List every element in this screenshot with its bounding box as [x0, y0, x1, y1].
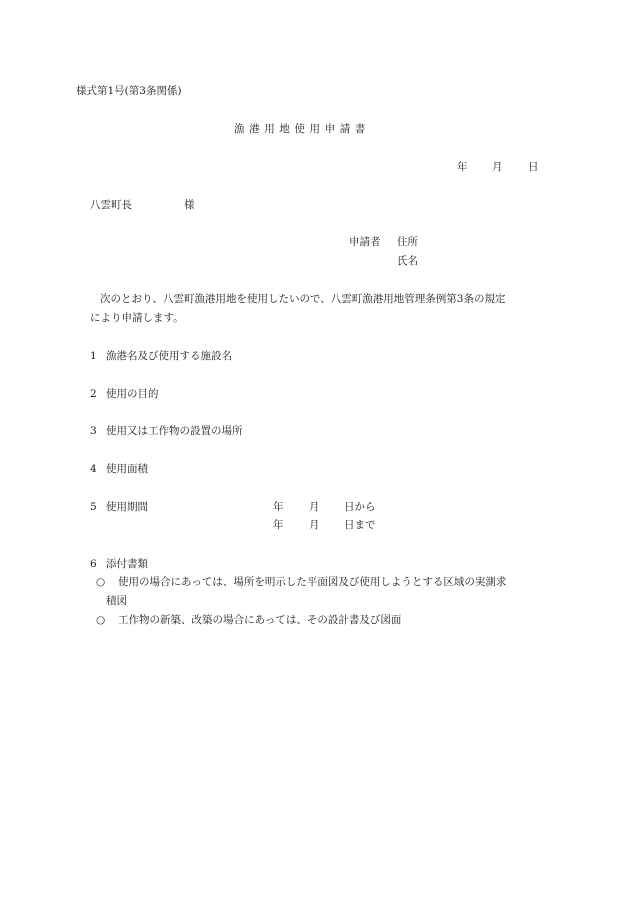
date-month-label: 月	[492, 161, 503, 173]
period-to-month: 月	[309, 519, 320, 531]
item-number: 5	[90, 501, 97, 513]
item-number: 4	[90, 463, 97, 475]
date-day-label: 日	[528, 161, 539, 173]
addressee-honorific: 様	[184, 199, 195, 211]
item-number: 2	[90, 388, 97, 400]
bullet-icon: ○	[96, 614, 106, 626]
item-text: 使用の目的	[106, 388, 159, 400]
bullet-icon: ○	[96, 576, 106, 588]
period-from-month: 月	[309, 501, 320, 513]
applicant-label: 申請者	[349, 236, 381, 248]
body-text-line-2: により申請します。	[90, 312, 184, 324]
period-to-year: 年	[273, 519, 284, 531]
item-text: 漁港名及び使用する施設名	[106, 350, 232, 362]
attachment-text-line-2: 積図	[106, 595, 127, 607]
applicant-address-label: 住所	[397, 236, 418, 248]
period-to-day: 日まで	[344, 519, 376, 531]
item-number: 6	[90, 558, 97, 570]
item-text: 添付書類	[106, 558, 148, 570]
item-text: 使用面積	[106, 463, 148, 475]
item-number: 3	[90, 425, 97, 437]
period-from-day: 日から	[344, 501, 376, 513]
body-text-line-1: 次のとおり、八雲町漁港用地を使用したいので、八雲町漁港用地管理条例第3条の規定	[100, 293, 506, 305]
item-text: 使用期間	[106, 501, 148, 513]
form-title: 漁港用地使用申請書	[234, 123, 370, 135]
period-from-year: 年	[273, 501, 284, 513]
applicant-name-label: 氏名	[397, 255, 418, 267]
attachment-text-line-1: 使用の場合にあっては、場所を明示した平面図及び使用しようとする区域の実測求	[118, 576, 507, 588]
item-text: 使用又は工作物の設置の場所	[106, 425, 243, 437]
item-number: 1	[90, 350, 97, 362]
addressee-name: 八雲町長	[90, 199, 132, 211]
form-number-label: 様式第1号(第3条関係)	[76, 85, 182, 97]
date-year-label: 年	[457, 161, 468, 173]
attachment-text: 工作物の新築、改築の場合にあっては、その設計書及び図面	[118, 614, 402, 626]
